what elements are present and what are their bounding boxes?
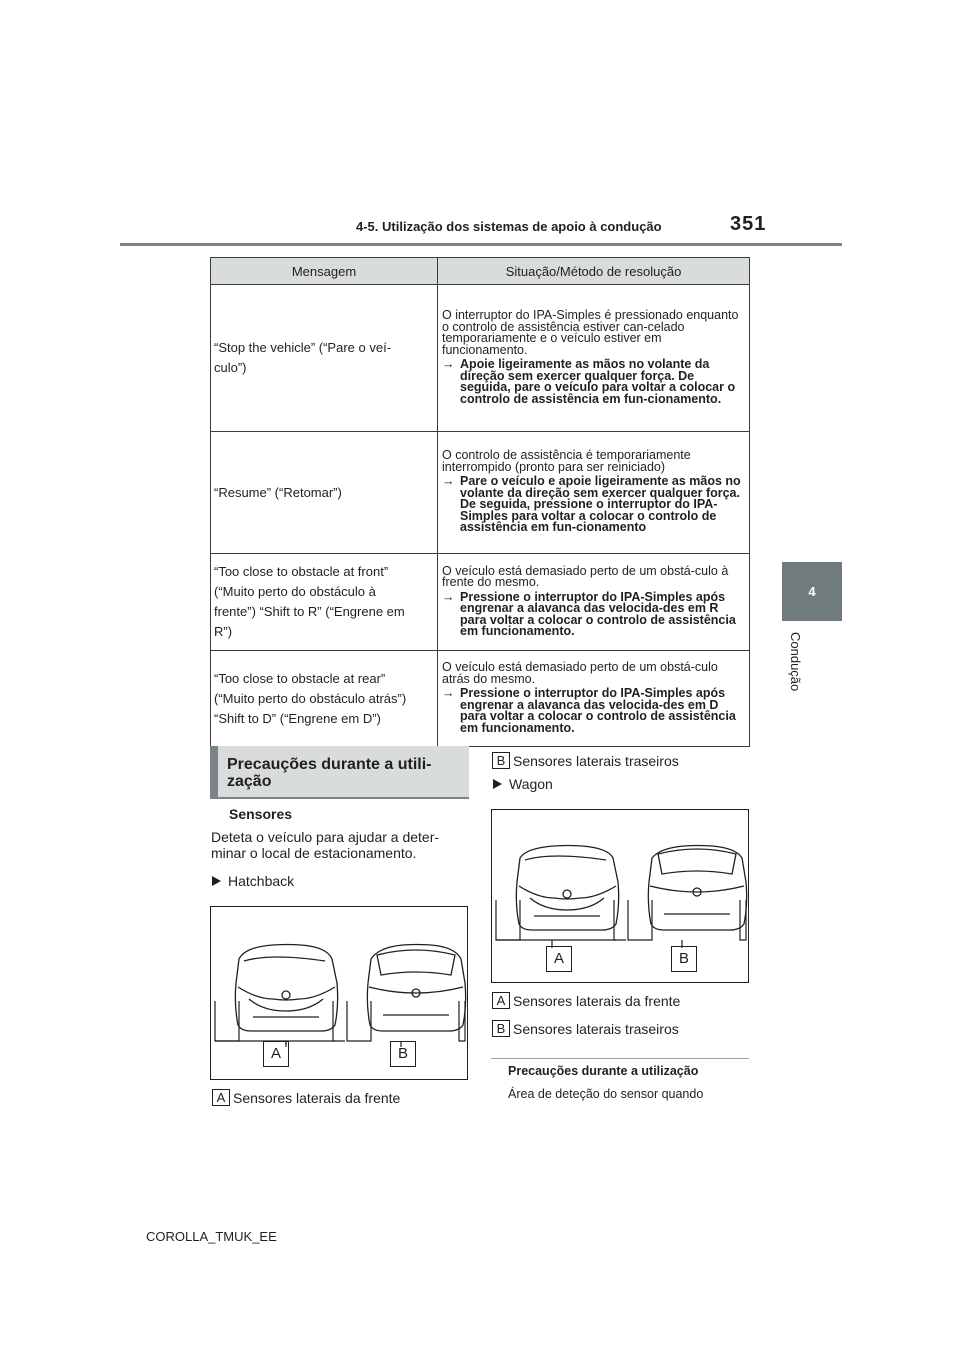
arrow-icon: → <box>442 589 455 604</box>
table-header-message: Mensagem <box>211 258 438 285</box>
section-heading-text: Precauções durante a utili-zação <box>227 756 432 790</box>
hatchback-caption-a: A Sensores laterais da frente <box>212 1089 400 1106</box>
situation-text: O veículo está demasiado perto de um obstá-culo à frente do mesmo. <box>442 563 729 589</box>
triangle-bullet-icon <box>493 779 502 789</box>
table-row <box>211 285 750 432</box>
message-cell: “Too close to obstacle at front” (“Muito perto do obstáculo à frente”) “Shift to R” (“Engrene em R”) <box>211 554 438 651</box>
wagon-sensor-figure <box>491 809 749 983</box>
message-cell: “Stop the vehicle” (“Pare o veí- culo”) <box>211 285 438 432</box>
resolution-cell <box>438 432 750 554</box>
page-number: 351 <box>730 213 767 235</box>
hatchback-key-a: A <box>263 1041 289 1067</box>
section-heading <box>210 746 469 799</box>
note-title: Precauções durante a utilização <box>508 1064 699 1078</box>
note-divider <box>491 1058 749 1059</box>
chapter-tab: 4 <box>782 562 842 621</box>
situation-text: O controlo de assistência é temporariamente interrompido (pronto para ser reiniciado) <box>442 448 691 474</box>
resolution-cell <box>438 554 750 651</box>
footer-model-code: COROLLA_TMUK_EE <box>146 1229 277 1244</box>
table-row <box>211 554 750 651</box>
hatchback-sensor-figure <box>210 906 468 1080</box>
wagon-key-b: B <box>671 946 697 972</box>
triangle-bullet-icon <box>212 876 221 886</box>
table-header-resolution: Situação/Método de resolução <box>438 258 750 285</box>
action-text: → Apoie ligeiramente as mãos no volante da direção sem exercer qualquer força. De seguida, pare o veículo para voltar a colocar o controlo de assistência em fun-cionamento. <box>442 357 736 406</box>
wagon-bullet: Wagon <box>493 776 553 792</box>
message-cell: “Resume” (“Retomar”) <box>211 432 438 554</box>
sensors-body-text: Deteta o veículo para ajudar a deter-minar o local de estacionamento. <box>211 829 440 861</box>
resolution-cell <box>438 651 750 747</box>
resolution-cell <box>438 285 750 432</box>
hatchback-car-illustration <box>211 907 467 1079</box>
hatchback-bullet: Hatchback <box>212 873 294 889</box>
action-text: → Pressione o interruptor do IPA-Simples após engrenar a alavanca das velocida-des em R para voltar a colocar o controlo de assistência em funcionamento. <box>442 589 736 638</box>
arrow-icon: → <box>442 357 455 371</box>
table-row <box>211 432 750 554</box>
table-row <box>211 651 750 747</box>
wagon-car-illustration <box>492 810 748 982</box>
header-rule <box>120 243 842 246</box>
arrow-icon: → <box>442 474 455 489</box>
note-text: Área de deteção do sensor quando <box>508 1087 704 1101</box>
situation-text: O interruptor do IPA-Simples é pressionado enquanto o controlo de assistência estiver can-celado temporariamente e o veículo estiver em funcionamento. <box>442 308 739 357</box>
sensors-subheading: Sensores <box>229 806 293 822</box>
heading-bar <box>210 746 218 799</box>
chapter-label: Condução <box>788 632 803 692</box>
message-table <box>210 257 750 747</box>
hatchback-key-b: B <box>390 1041 416 1067</box>
section-title: 4-5. Utilização dos sistemas de apoio à condução <box>356 219 662 234</box>
arrow-icon: → <box>442 686 455 700</box>
action-text: → Pressione o interruptor do IPA-Simples após engrenar a alavanca das velocida-des em D para voltar a colocar o controlo de assistência em funcionamento. <box>442 686 736 735</box>
situation-text: O veículo está demasiado perto de um obstá-culo atrás do mesmo. <box>442 660 718 686</box>
hatchback-caption-b: B Sensores laterais traseiros <box>492 752 679 769</box>
message-cell: “Too close to obstacle at rear” (“Muito perto do obstáculo atrás”) “Shift to D” (“Engrene em D”) <box>211 651 438 747</box>
wagon-caption-a: A Sensores laterais da frente <box>492 992 680 1009</box>
action-text: → Pare o veículo e apoie ligeiramente as mãos no volante da direção sem exercer qualquer força. De seguida, pressione o interruptor do IPA-Simples para voltar a colocar o controlo de assistência em fun-cionamento <box>442 474 741 535</box>
wagon-key-a: A <box>546 946 572 972</box>
wagon-caption-b: B Sensores laterais traseiros <box>492 1020 679 1037</box>
